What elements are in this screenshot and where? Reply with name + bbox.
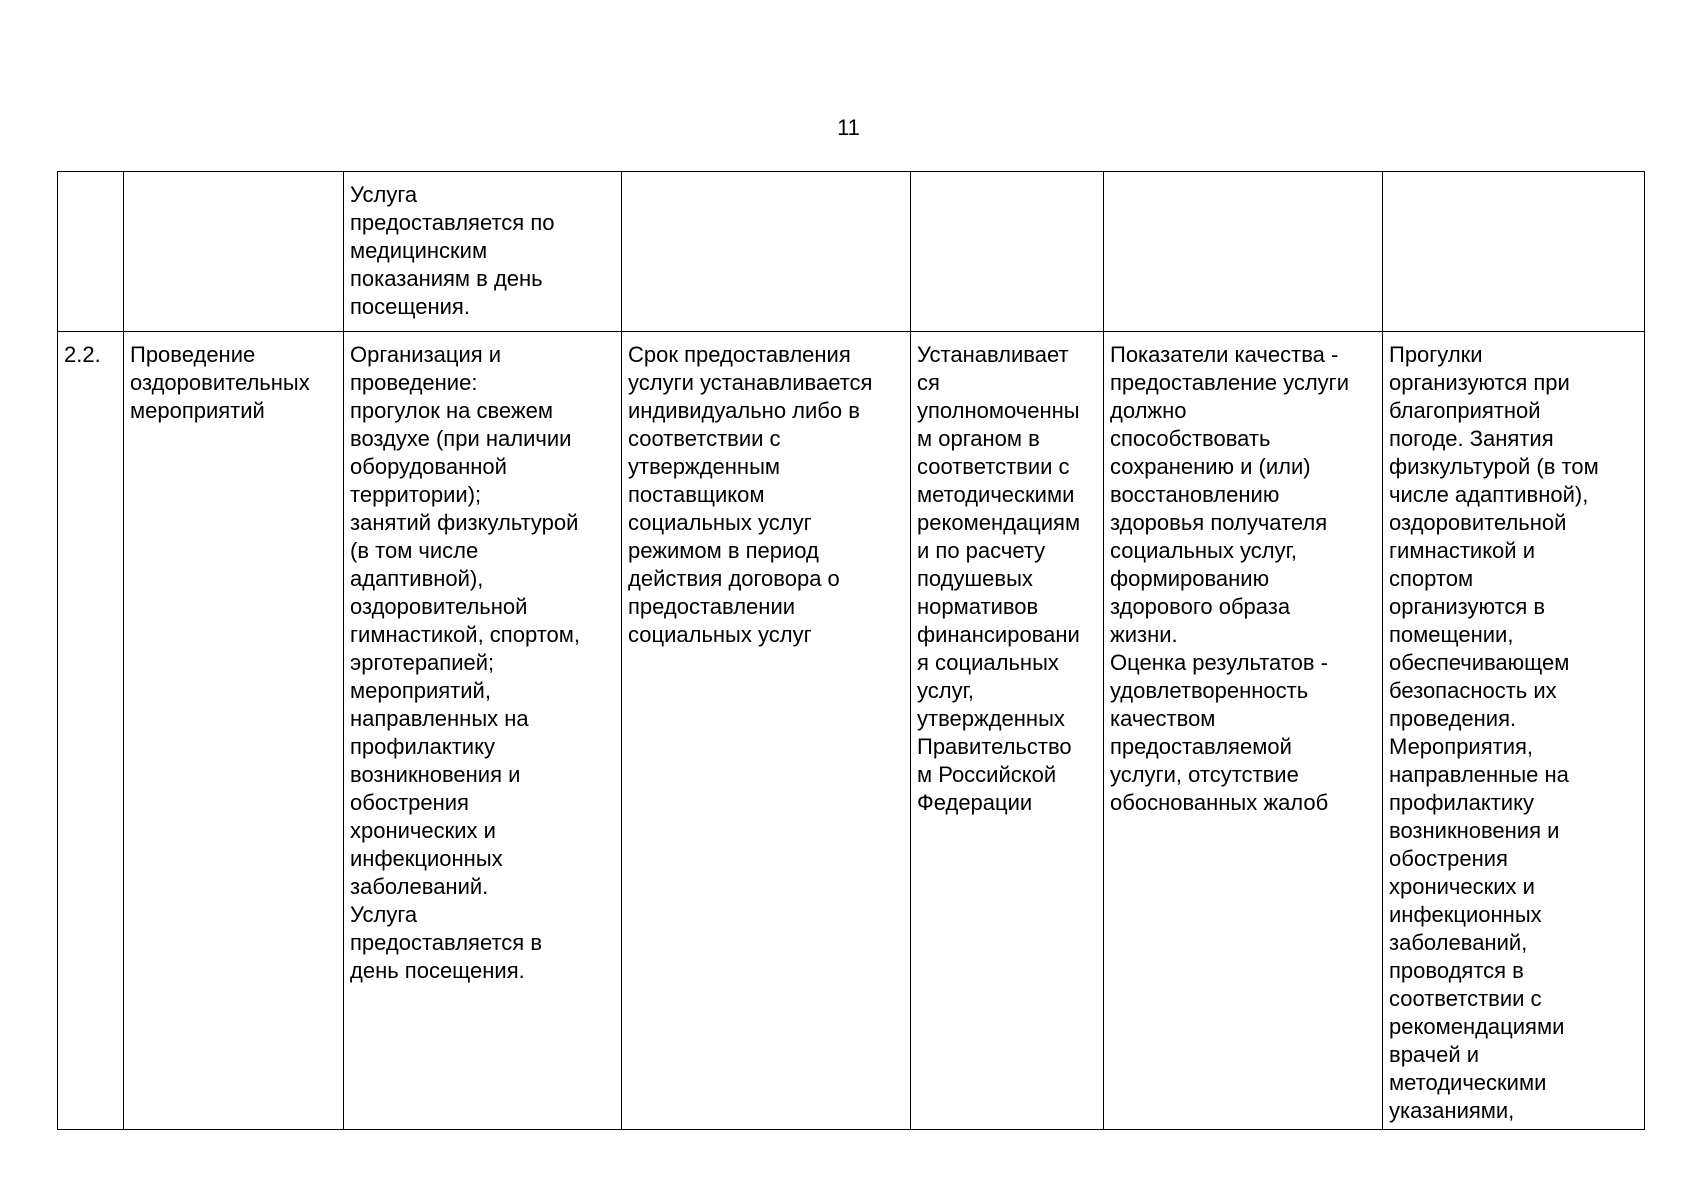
cell-service-content: Услуга предоставляется по медицинским показаниям в день посещения. <box>344 172 622 332</box>
table-row-2-2 <box>58 332 1645 1130</box>
cell-service-quality <box>1104 172 1383 332</box>
table-row-continued <box>58 172 1645 332</box>
cell-service-cost <box>911 172 1104 332</box>
cell-service-conditions <box>1383 172 1645 332</box>
cell-service-term: Срок предоставления услуги устанавливается индивидуально либо в соответствии с утвержденным поставщиком социальных услуг режимом в период действия договора о предоставлении социальных услуг <box>622 332 911 1130</box>
cell-service-cost: Устанавливает ся уполномоченны м органом в соответствии с методическими рекомендациям и по расчету подушевых нормативов финансировани я социальных услуг, утвержденных Правительство м Российской Федерации <box>911 332 1104 1130</box>
cell-service-name: Проведение оздоровительных мероприятий <box>124 332 344 1130</box>
cell-number <box>58 172 124 332</box>
cell-service-quality: Показатели качества - предоставление услуги должно способствовать сохранению и (или) восстановлению здоровья получателя социальных услуг, формированию здорового образа жизни. Оценка результатов - удовлетворенность качеством предоставляемой услуги, отсутствие обоснованных жалоб <box>1104 332 1383 1130</box>
cell-service-conditions: Прогулки организуются при благоприятной погоде. Занятия физкультурой (в том числе адаптивной), оздоровительной гимнастикой и спортом организуются в помещении, обеспечивающем безопасность их проведения. Мероприятия, направленные на профилактику возникновения и обострения хронических и инфекционных заболеваний, проводятся в соответствии с рекомендациями врачей и методическими указаниями, <box>1383 332 1645 1130</box>
page-number: 11 <box>837 115 860 140</box>
cell-service-name <box>124 172 344 332</box>
cell-service-term <box>622 172 911 332</box>
cell-service-content: Организация и проведение: прогулок на свежем воздухе (при наличии оборудованной территории); занятий физкультурой (в том числе адаптивной), оздоровительной гимнастикой, спортом, эрготерапией; мероприятий, направленных на профилактику возникновения и обострения хронических и инфекционных заболеваний. Услуга предоставляется в день посещения. <box>344 332 622 1130</box>
services-table <box>57 171 1645 1130</box>
cell-number: 2.2. <box>58 332 124 1130</box>
